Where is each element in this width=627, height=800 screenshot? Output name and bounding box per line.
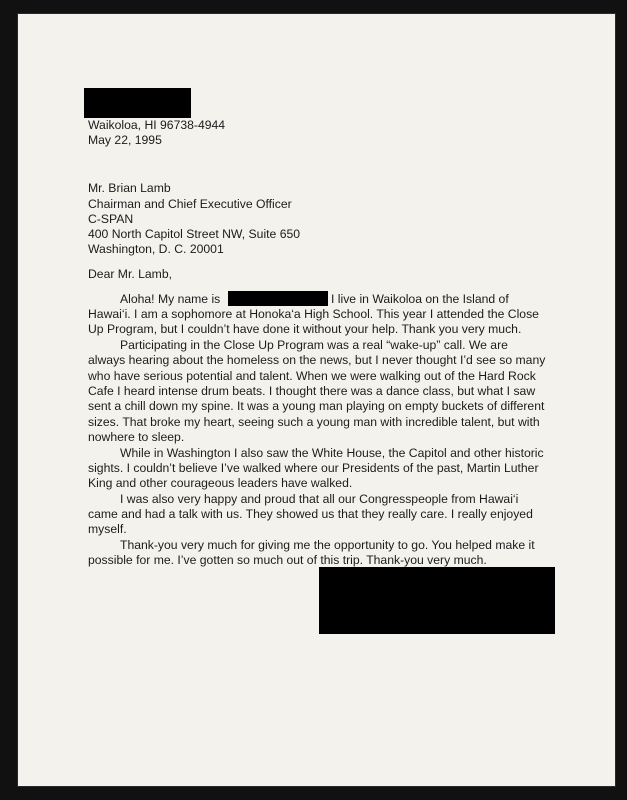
recipient-name: Mr. Brian Lamb	[88, 181, 171, 195]
body-line: nowhere to sleep.	[88, 430, 185, 444]
body-p1-end: I live in Waikoloa on the Island of	[331, 292, 509, 306]
redaction-signature	[319, 567, 555, 634]
redaction-author-name	[228, 291, 328, 306]
body-line: I was also very happy and proud that all our Congresspeople from Hawai‘i	[120, 492, 519, 506]
body-line: possible for me. I’ve gotten so much out of this trip. Thank-you very much.	[88, 553, 487, 567]
recipient-org: C-SPAN	[88, 212, 134, 226]
body-line: myself.	[88, 522, 127, 536]
body-p1-start: Aloha! My name is	[120, 292, 221, 306]
body-line: Cafe I heard intense drum beats. I thought there was a dance class, but what I saw	[88, 384, 536, 398]
body-line: sent a chill down my spine. It was a young man playing on empty buckets of different	[88, 399, 545, 413]
redaction-sender-name	[84, 88, 191, 118]
body-line: who have serious potential and talent. When we were walking out of the Hard Rock	[88, 369, 536, 383]
body-line: sizes. That broke my heart, seeing such a young man with incredible talent, but with	[88, 415, 540, 429]
body-line: Thank-you very much for giving me the opportunity to go. You helped make it	[120, 538, 535, 552]
recipient-city: Washington, D. C. 20001	[88, 242, 224, 256]
recipient-street: 400 North Capitol Street NW, Suite 650	[88, 227, 301, 241]
body-line: King and other courageous leaders have walked.	[88, 476, 353, 490]
sender-address: Waikoloa, HI 96738-4944	[88, 118, 226, 132]
body-line: came and had a talk with us. They showed us that they really care. I really enjoyed	[88, 507, 533, 521]
body-line: always hearing about the homeless on the news, but I never thought I’d see so many	[88, 353, 546, 367]
salutation: Dear Mr. Lamb,	[88, 267, 172, 281]
body-line: While in Washington I also saw the White House, the Capitol and other historic	[120, 446, 544, 460]
body-line: Participating in the Close Up Program was a real “wake-up” call. We are	[120, 338, 508, 352]
body-line: sights. I couldn’t believe I’ve walked where our Presidents of the past, Martin Luther	[88, 461, 539, 475]
body-line: Up Program, but I couldn’t have done it without your help. Thank you very much.	[88, 322, 522, 336]
body-line: Hawai‘i. I am a sophomore at Honoka‘a High School. This year I attended the Close	[88, 307, 539, 321]
letter-date: May 22, 1995	[88, 133, 162, 147]
recipient-title: Chairman and Chief Executive Officer	[88, 197, 292, 211]
